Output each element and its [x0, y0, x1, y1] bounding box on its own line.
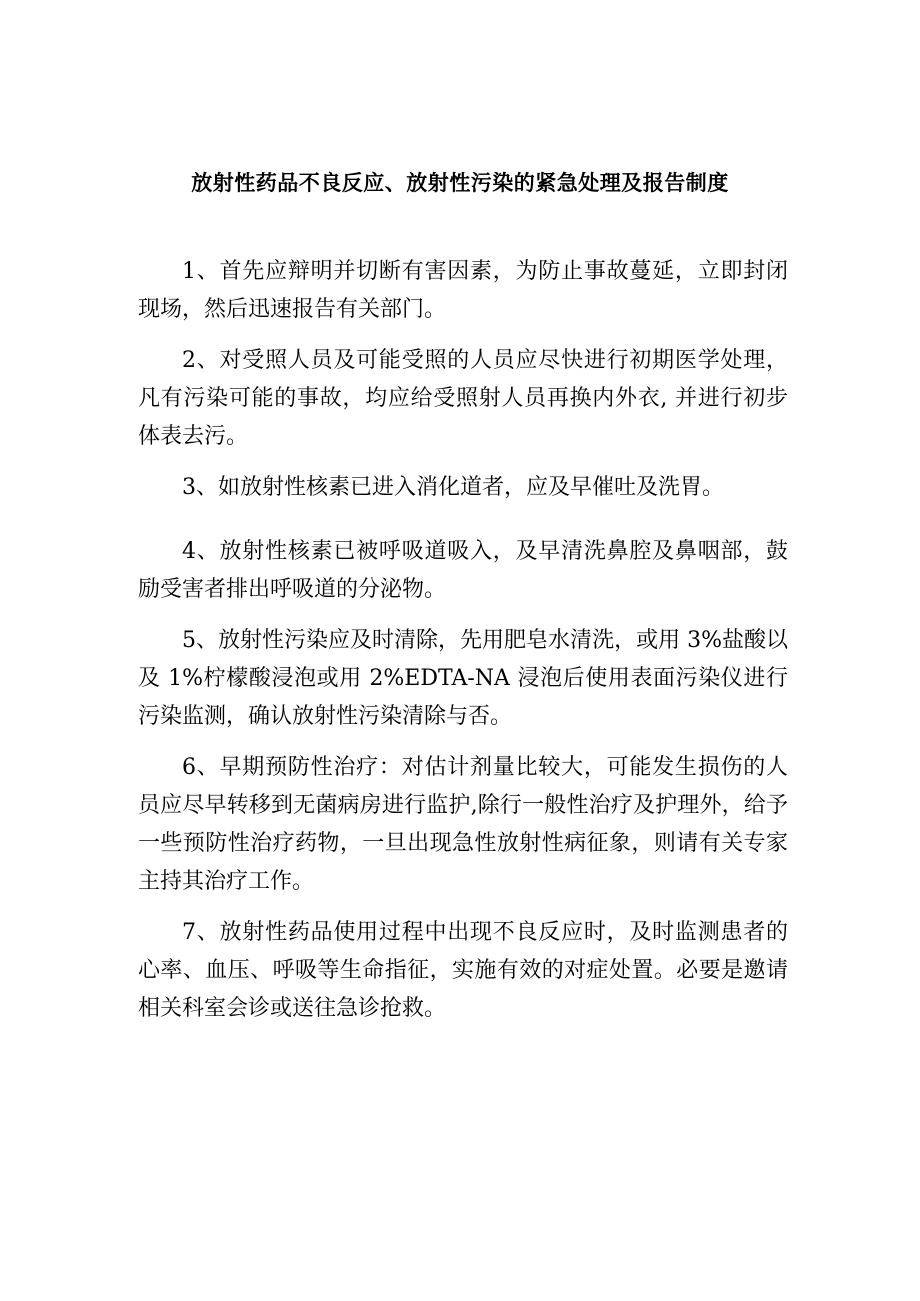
document-title: 放射性药品不良反应、放射性污染的紧急处理及报告制度 — [191, 171, 729, 195]
paragraph-3: 3、如放射性核素已进入消化道者，应及早催吐及洗胃。 — [182, 475, 724, 500]
document-body — [138, 253, 788, 1041]
paragraph-2: 2、对受照人员及可能受照的人员应尽快进行初期医学处理，凡有污染可能的事故，均应给受照射人员再换内外衣, 并进行初步体表去污。 — [138, 348, 788, 449]
paragraph-7: 7、放射性药品使用过程中出现不良反应时，及时监测患者的心率、血压、呼吸等生命指征，实施有效的对症处置。必要是邀请相关科室会诊或送往急诊抢救。 — [138, 920, 788, 1021]
paragraph-4: 4、放射性核素已被呼吸道吸入，及早清洗鼻腔及鼻咽部，鼓励受害者排出呼吸道的分泌物。 — [138, 539, 788, 602]
paragraph-5: 5、放射性污染应及时清除，先用肥皂水清洗，或用 3%盐酸以及 1%柠檬酸浸泡或用 2%EDTA-NA 浸泡后使用表面污染仪进行污染监测，确认放射性污染清除与否。 — [138, 628, 788, 729]
paragraph-1: 1、首先应辩明并切断有害因素，为防止事故蔓延，立即封闭现场，然后迅速报告有关部门。 — [138, 259, 788, 322]
paragraph-6: 6、早期预防性治疗：对估计剂量比较大，可能发生损伤的人员应尽早转移到无菌病房进行监护,除行一般性治疗及护理外，给予一些预防性治疗药物，一旦出现急性放射性病征象，则请有关专家主持其治疗工作。 — [138, 755, 788, 894]
